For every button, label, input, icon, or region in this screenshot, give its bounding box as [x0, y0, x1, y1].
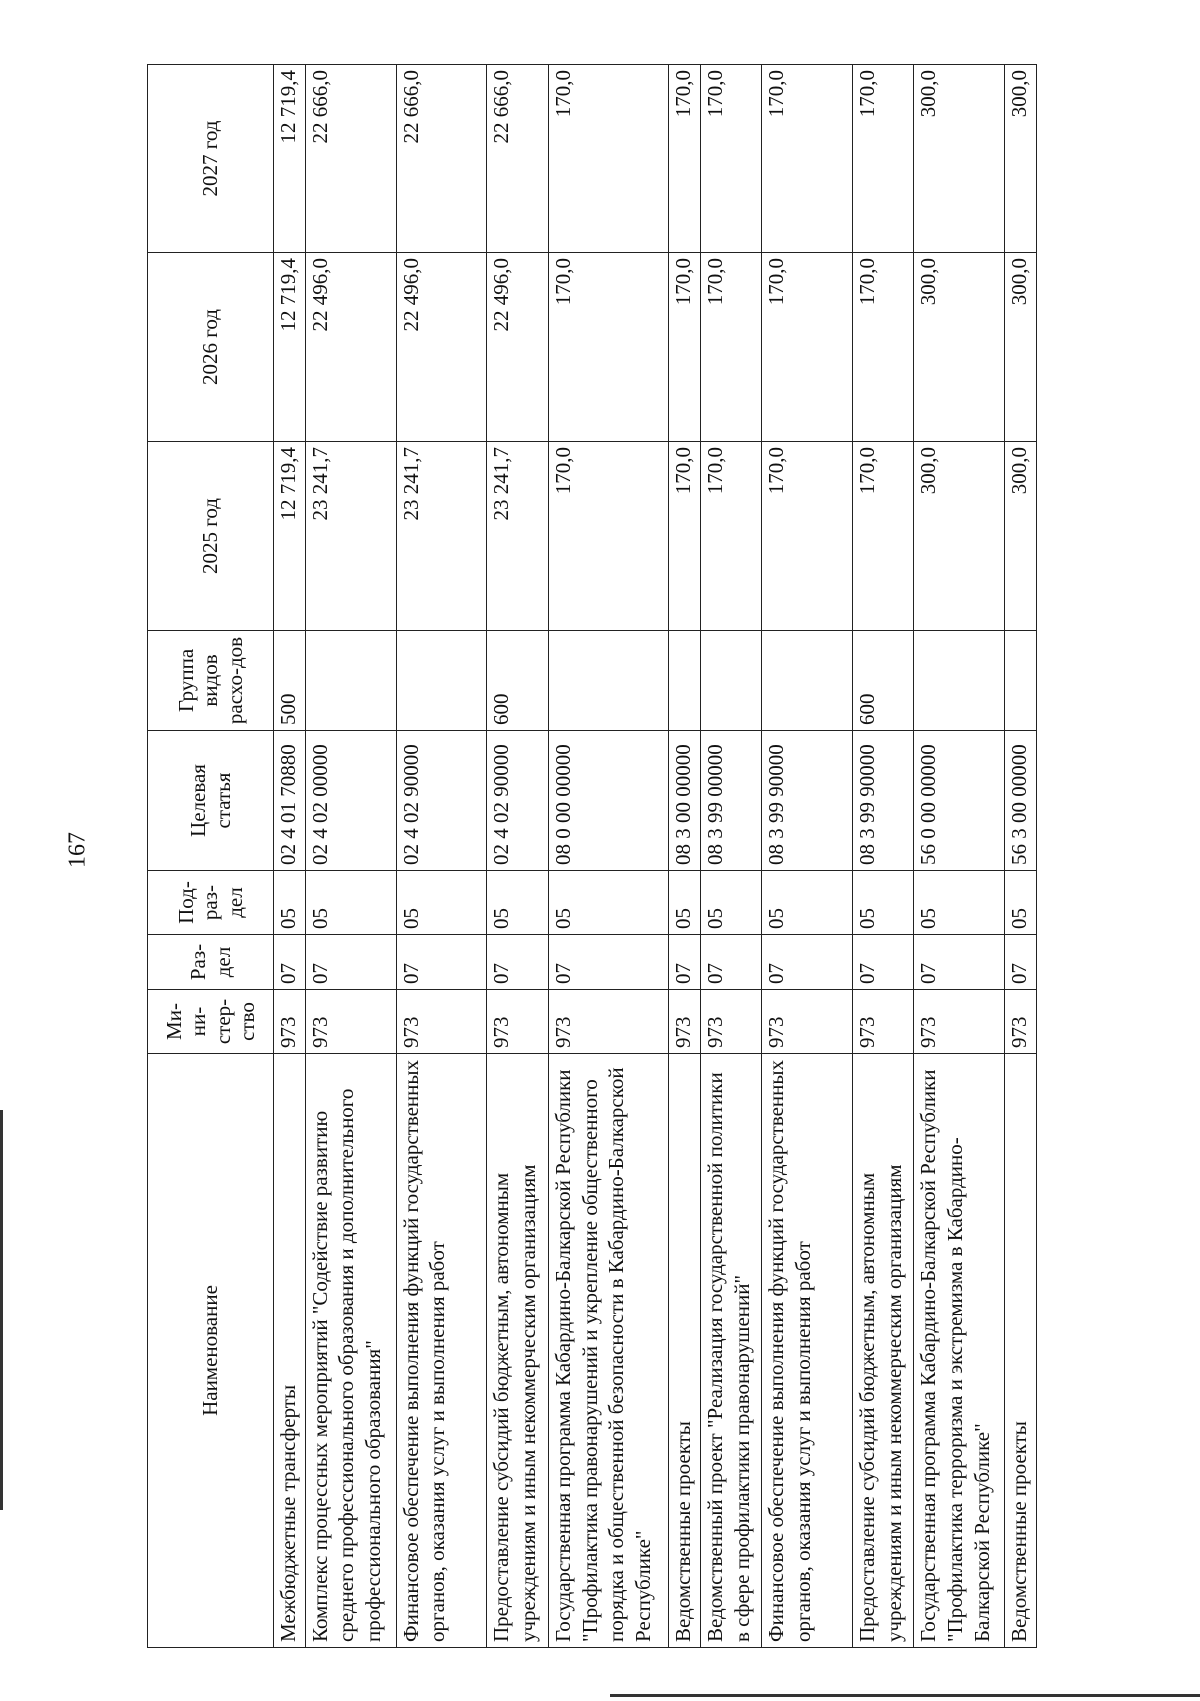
cell-ministry: 973	[1005, 990, 1037, 1054]
cell-group	[914, 631, 1005, 731]
cell-subsection: 05	[914, 871, 1005, 935]
cell-ministry: 973	[914, 990, 1005, 1054]
cell-y2025: 170,0	[762, 442, 853, 631]
cell-target: 08 3 99 90000	[762, 731, 853, 871]
page-number: 167	[64, 832, 91, 868]
cell-y2027: 170,0	[762, 65, 853, 253]
scan-edge-line	[610, 1694, 1200, 1697]
cell-y2025: 23 241,7	[305, 442, 396, 631]
cell-y2026: 170,0	[853, 253, 914, 442]
header-target: Целевая статья	[148, 731, 274, 871]
table-row	[853, 65, 914, 1648]
cell-y2026: 22 496,0	[396, 253, 487, 442]
cell-section: 07	[1005, 935, 1037, 990]
cell-subsection: 05	[548, 871, 669, 935]
cell-subsection: 05	[1005, 871, 1037, 935]
cell-target: 08 3 99 00000	[700, 731, 761, 871]
cell-group	[762, 631, 853, 731]
cell-section: 07	[396, 935, 487, 990]
cell-target: 08 3 99 90000	[853, 731, 914, 871]
cell-group: 500	[274, 631, 306, 731]
header-subsection: Под-раз-дел	[148, 871, 274, 935]
cell-subsection: 05	[487, 871, 548, 935]
cell-ministry: 973	[853, 990, 914, 1054]
cell-name: Комплекс процессных мероприятий "Содействие развитию среднего профессионального образования и дополнительного профессионального образования"	[305, 1054, 396, 1648]
cell-section: 07	[305, 935, 396, 990]
table-header-row	[148, 65, 274, 1648]
cell-subsection: 05	[700, 871, 761, 935]
cell-y2027: 300,0	[1005, 65, 1037, 253]
cell-target: 56 3 00 00000	[1005, 731, 1037, 871]
cell-name: Финансовое обеспечение выполнения функций государственных органов, оказания услуг и выполнения работ	[396, 1054, 487, 1648]
cell-name: Ведомственные проекты	[669, 1054, 701, 1648]
cell-target: 02 4 02 90000	[396, 731, 487, 871]
cell-y2026: 170,0	[548, 253, 669, 442]
cell-y2025: 170,0	[548, 442, 669, 631]
cell-target: 02 4 01 70880	[274, 731, 306, 871]
table-row	[274, 65, 306, 1648]
budget-table	[147, 64, 1037, 1648]
cell-y2026: 170,0	[762, 253, 853, 442]
cell-subsection: 05	[305, 871, 396, 935]
cell-name: Государственная программа Кабардино-Балкарской Республики "Профилактика правонарушений и укрепление общественного порядка и общественной безопасности в Кабардино-Балкарской Республике"	[548, 1054, 669, 1648]
cell-y2026: 12 719,4	[274, 253, 306, 442]
cell-group	[700, 631, 761, 731]
cell-y2025: 170,0	[853, 442, 914, 631]
cell-subsection: 05	[853, 871, 914, 935]
cell-y2025: 12 719,4	[274, 442, 306, 631]
table-row	[548, 65, 669, 1648]
cell-target: 56 0 00 00000	[914, 731, 1005, 871]
cell-y2025: 170,0	[669, 442, 701, 631]
cell-name: Ведомственный проект "Реализация государственной политики в сфере профилактики правонарушений"	[700, 1054, 761, 1648]
table-row	[669, 65, 701, 1648]
cell-y2026: 22 496,0	[487, 253, 548, 442]
cell-subsection: 05	[274, 871, 306, 935]
cell-target: 02 4 02 90000	[487, 731, 548, 871]
cell-group	[396, 631, 487, 731]
cell-y2027: 170,0	[853, 65, 914, 253]
cell-name: Предоставление субсидий бюджетным, автономным учреждениям и иным некоммерческим организациям	[853, 1054, 914, 1648]
cell-y2026: 300,0	[1005, 253, 1037, 442]
cell-name: Государственная программа Кабардино-Балкарской Республики "Профилактика терроризма и экстремизма в Кабардино-Балкарской Республике"	[914, 1054, 1005, 1648]
cell-section: 07	[487, 935, 548, 990]
cell-target: 08 3 00 00000	[669, 731, 701, 871]
cell-y2027: 170,0	[548, 65, 669, 253]
cell-target: 08 0 00 00000	[548, 731, 669, 871]
cell-section: 07	[914, 935, 1005, 990]
header-name: Наименование	[148, 1054, 274, 1648]
cell-y2027: 22 666,0	[396, 65, 487, 253]
cell-section: 07	[669, 935, 701, 990]
cell-name: Финансовое обеспечение выполнения функций государственных органов, оказания услуг и выполнения работ	[762, 1054, 853, 1648]
cell-y2025: 300,0	[1005, 442, 1037, 631]
header-ministry: Ми-ни-стер-ство	[148, 990, 274, 1054]
cell-ministry: 973	[274, 990, 306, 1054]
cell-subsection: 05	[762, 871, 853, 935]
cell-group	[669, 631, 701, 731]
cell-section: 07	[700, 935, 761, 990]
cell-name: Предоставление субсидий бюджетным, автономным учреждениям и иным некоммерческим организациям	[487, 1054, 548, 1648]
header-2025: 2025 год	[148, 442, 274, 631]
cell-ministry: 973	[548, 990, 669, 1054]
cell-y2026: 170,0	[669, 253, 701, 442]
cell-y2026: 300,0	[914, 253, 1005, 442]
cell-section: 07	[548, 935, 669, 990]
cell-y2027: 22 666,0	[487, 65, 548, 253]
header-2026: 2026 год	[148, 253, 274, 442]
cell-y2025: 300,0	[914, 442, 1005, 631]
cell-subsection: 05	[669, 871, 701, 935]
cell-ministry: 973	[487, 990, 548, 1054]
cell-y2027: 170,0	[669, 65, 701, 253]
cell-y2025: 170,0	[700, 442, 761, 631]
cell-ministry: 973	[700, 990, 761, 1054]
cell-group	[305, 631, 396, 731]
cell-ministry: 973	[305, 990, 396, 1054]
table-row	[1005, 65, 1037, 1648]
cell-group	[548, 631, 669, 731]
table-row	[305, 65, 396, 1648]
cell-y2027: 22 666,0	[305, 65, 396, 253]
cell-y2025: 23 241,7	[396, 442, 487, 631]
cell-y2027: 170,0	[700, 65, 761, 253]
rotated-table-container	[147, 65, 1037, 1648]
cell-subsection: 05	[396, 871, 487, 935]
cell-name: Межбюджетные трансферты	[274, 1054, 306, 1648]
cell-name: Ведомственные проекты	[1005, 1054, 1037, 1648]
header-group: Группа видов расхо-дов	[148, 631, 274, 731]
cell-section: 07	[274, 935, 306, 990]
cell-y2025: 23 241,7	[487, 442, 548, 631]
cell-y2027: 300,0	[914, 65, 1005, 253]
table-row	[396, 65, 487, 1648]
cell-ministry: 973	[396, 990, 487, 1054]
table-row	[762, 65, 853, 1648]
header-section: Раз-дел	[148, 935, 274, 990]
cell-ministry: 973	[669, 990, 701, 1054]
table-row	[487, 65, 548, 1648]
cell-y2026: 170,0	[700, 253, 761, 442]
cell-ministry: 973	[762, 990, 853, 1054]
table-row	[914, 65, 1005, 1648]
cell-target: 02 4 02 00000	[305, 731, 396, 871]
cell-y2026: 22 496,0	[305, 253, 396, 442]
cell-section: 07	[853, 935, 914, 990]
cell-section: 07	[762, 935, 853, 990]
cell-group	[1005, 631, 1037, 731]
table-row	[700, 65, 761, 1648]
cell-group: 600	[487, 631, 548, 731]
header-2027: 2027 год	[148, 65, 274, 253]
cell-group: 600	[853, 631, 914, 731]
scan-edge-line	[0, 1110, 3, 1510]
cell-y2027: 12 719,4	[274, 65, 306, 253]
